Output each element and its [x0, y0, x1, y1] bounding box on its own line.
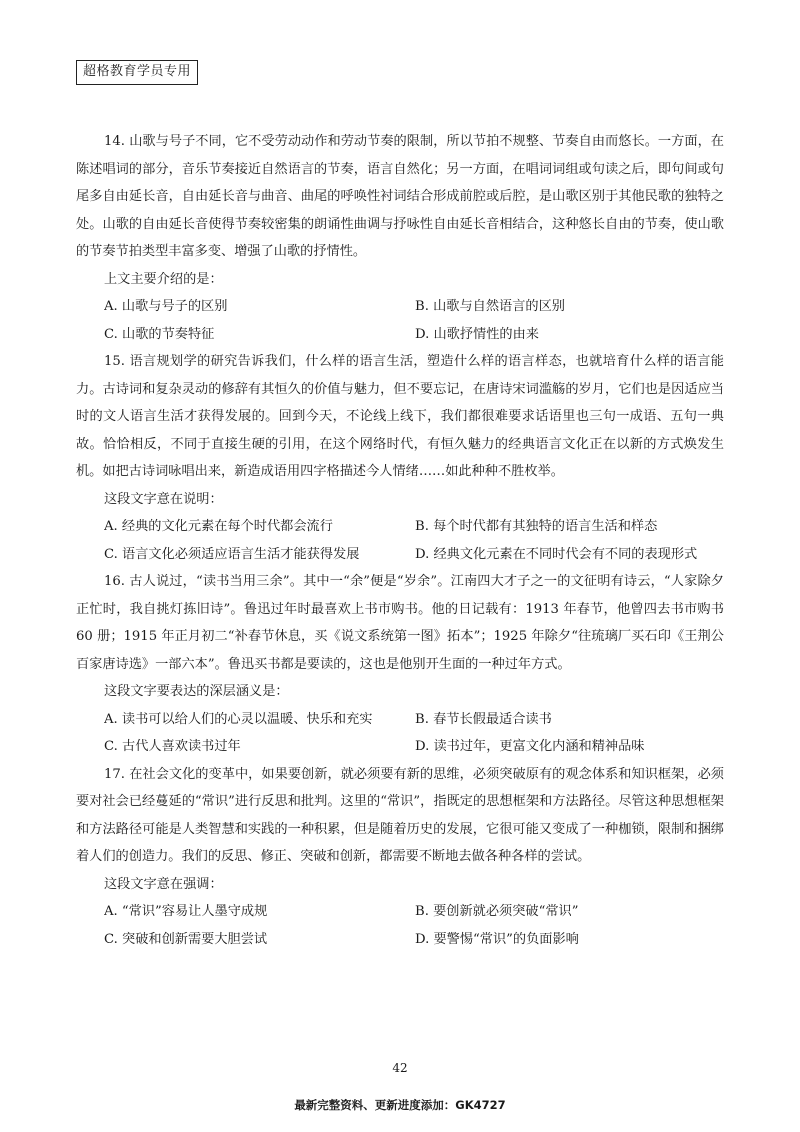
options-grid	[76, 706, 724, 761]
question-14	[76, 128, 724, 348]
option-b[interactable]: B. 每个时代都有其独特的语言生活和样态	[415, 519, 658, 534]
question-prompt: 这段文字意在说明：	[104, 491, 223, 507]
footer-note: 最新完整资料、更新进度添加：GK4727	[294, 1098, 506, 1112]
question-stem: 14. 山歌与号子不同，它不受劳动动作和劳动节奏的限制，所以节拍不规整、节奏自由而悠长。一方面，在陈述唱词的部分，音乐节奏接近自然语言的节奏，语言自然化；另一方面，在唱词词组或句读之后，即句间或句尾多自由延长音，自由延长音与曲音、曲尾的呼唤性衬词结合形成前腔或后腔，是山歌区别于其他民歌的独特之处。山歌的自由延长音使得节奏较密集的朗诵性曲调与抒咏性自由延长音相结合，这种悠长自由的节奏，使山歌的节奏节拍类型丰富多变、增强了山歌的抒情性。	[76, 134, 724, 259]
option-d[interactable]: D. 读书过年，更富文化内涵和精神品味	[415, 739, 645, 754]
option-b[interactable]: B. 山歌与自然语言的区别	[415, 299, 565, 314]
options-grid	[76, 898, 724, 953]
question-16	[76, 568, 724, 761]
question-15	[76, 348, 724, 568]
option-a[interactable]: A. 经典的文化元素在每个时代都会流行	[104, 519, 333, 534]
option-b[interactable]: B. 要创新就必须突破“常识”	[415, 904, 579, 919]
question-prompt: 这段文字意在强调：	[104, 876, 223, 892]
option-c[interactable]: C. 突破和创新需要大胆尝试	[104, 931, 268, 947]
option-a[interactable]: A. 读书可以给人们的心灵以温暖、快乐和充实	[104, 711, 373, 727]
option-c[interactable]: C. 山歌的节奏特征	[104, 326, 215, 342]
question-stem: 15. 语言规划学的研究告诉我们，什么样的语言生活，塑造什么样的语言样态，也就培育什么样的语言能力。古诗词和复杂灵动的修辞有其恒久的价值与魅力，但不要忘记，在唐诗宋词滥觞的岁月，它们也是因适应当时的文人语言生活才获得发展的。回到今天，不论线上线下，我们都很难要求话语里也三句一成语、五句一典故。恰恰相反，不同于直接生硬的引用，在这个网络时代，有恒久魅力的经典语言文化正在以新的方式焕发生机。如把古诗词咏唱出来，新造成语用四字格描述今人情绪……如此种种不胜枚举。	[76, 354, 724, 479]
question-stem: 16. 古人说过，“读书当用三余”。其中一“余”便是“岁余”。江南四大才子之一的文征明有诗云，“人家除夕正忙时，我自挑灯拣旧诗”。鲁迅过年时最喜欢上书市购书。他的日记载有：1913 年春节，他曾四去书市购书 60 册；1915 年正月初二“补春节休息，买《说文系统第一图》拓本”；1925 年除夕“往琉璃厂买石印《王荆公百家唐诗选》一部六本”。鲁迅买书都是要读的，这也是他别开生面的一种过年方式。	[76, 574, 724, 672]
question-list	[76, 128, 724, 953]
page-number: 42	[392, 1061, 408, 1075]
option-a[interactable]: A. “常识”容易让人墨守成规	[104, 904, 268, 919]
option-d[interactable]: D. 要警惕“常识”的负面影响	[415, 931, 579, 947]
question-prompt: 这段文字要表达的深层涵义是：	[104, 684, 289, 699]
option-c[interactable]: C. 语言文化必须适应语言生活才能获得发展	[104, 546, 360, 562]
options-grid	[76, 293, 724, 348]
option-b[interactable]: B. 春节长假最适合读书	[415, 711, 552, 727]
option-d[interactable]: D. 山歌抒情性的由来	[415, 326, 539, 342]
option-d[interactable]: D. 经典文化元素在不同时代会有不同的表现形式	[415, 546, 698, 562]
question-17	[76, 761, 724, 954]
question-stem: 17. 在社会文化的变革中，如果要创新，就必须要有新的思维，必须突破原有的观念体系和知识框架，必须要对社会已经蔓延的“常识”进行反思和批判。这里的“常识”，指既定的思想框架和方法路径。尽管这种思想框架和方法路径可能是人类智慧和实践的一种积累，但是随着历史的发展，它很可能又变成了一种枷锁，限制和捆绑着人们的创造力。我们的反思、修正、突破和创新，都需要不断地去做各种各样的尝试。	[76, 766, 724, 864]
option-a[interactable]: A. 山歌与号子的区别	[104, 299, 228, 314]
header-label: 超格教育学员专用	[76, 60, 198, 85]
option-c[interactable]: C. 古代人喜欢读书过年	[104, 739, 241, 754]
question-prompt: 上文主要介绍的是：	[104, 271, 223, 287]
options-grid	[76, 513, 724, 568]
